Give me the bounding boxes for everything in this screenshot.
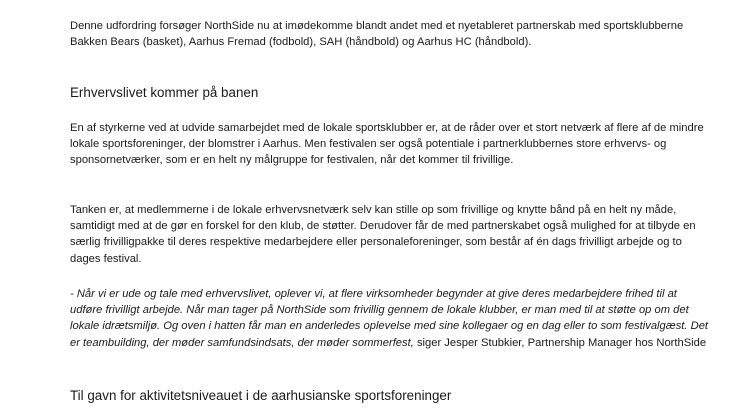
quote-attribution: siger Jesper Stubkier, Partnership Manager hos NorthSide [413,336,707,349]
paragraph-quote [70,286,710,351]
paragraph-strengths: En af styrkerne ved at udvide samarbejdet med de lokale sportsklubber er, at de råder over et stort netværk af flere af de mindre lokale sportsforeninger, der blomstrer i Aarhus. Men festivalen ser også potentiale i partnerklubbernes store erhvervs- og sponsornetværker, som er en helt ny målgruppe for festivalen, når det kommer til frivillige. [70,122,704,167]
paragraph-idea: Tanken er, at medlemmerne i de lokale erhvervsnetværk selv kan stille op som frivillige og knytte bånd på en helt ny måde, samtidigt med at de gør en forskel for den klub, de støtter. Derudover får de med partnerskabet også mulighed for at tilbyde en særlig frivilligpakke til deres respektive medarbejdere eller personaleforeninger, som består af én dags frivilligt arbejde og to dages festival. [70,204,696,265]
quote-text: - Når vi er ude og tale med erhvervslivet, oplever vi, at flere virksomheder begynder at give deres medarbejdere frihed til at udføre frivilligt arbejde. Når man tager på NorthSide som frivillig gennem de lokale klubber, er man med til at støtte op om det lokale idrætsmiljø. Og oven i hatten får man en anderledes oplevelse med sine kollegaer og en dag eller to som festivalgæst. Det er teambuilding, der møder samfundsindsats, der møder sommerfest, [70,288,709,349]
heading-activity-level: Til gavn for aktivitetsniveauet i de aarhusianske sportsforeninger [70,388,452,403]
paragraph-partnership: Denne udfordring forsøger NorthSide nu at imødekomme blandt andet med et nyetableret partnerskab med sportsklubberne Bakken Bears (basket), Aarhus Fremad (fodbold), SAH (håndbold) og Aarhus HC (håndbold). [70,20,684,49]
heading-business-enters: Erhvervslivet kommer på banen [70,85,259,100]
